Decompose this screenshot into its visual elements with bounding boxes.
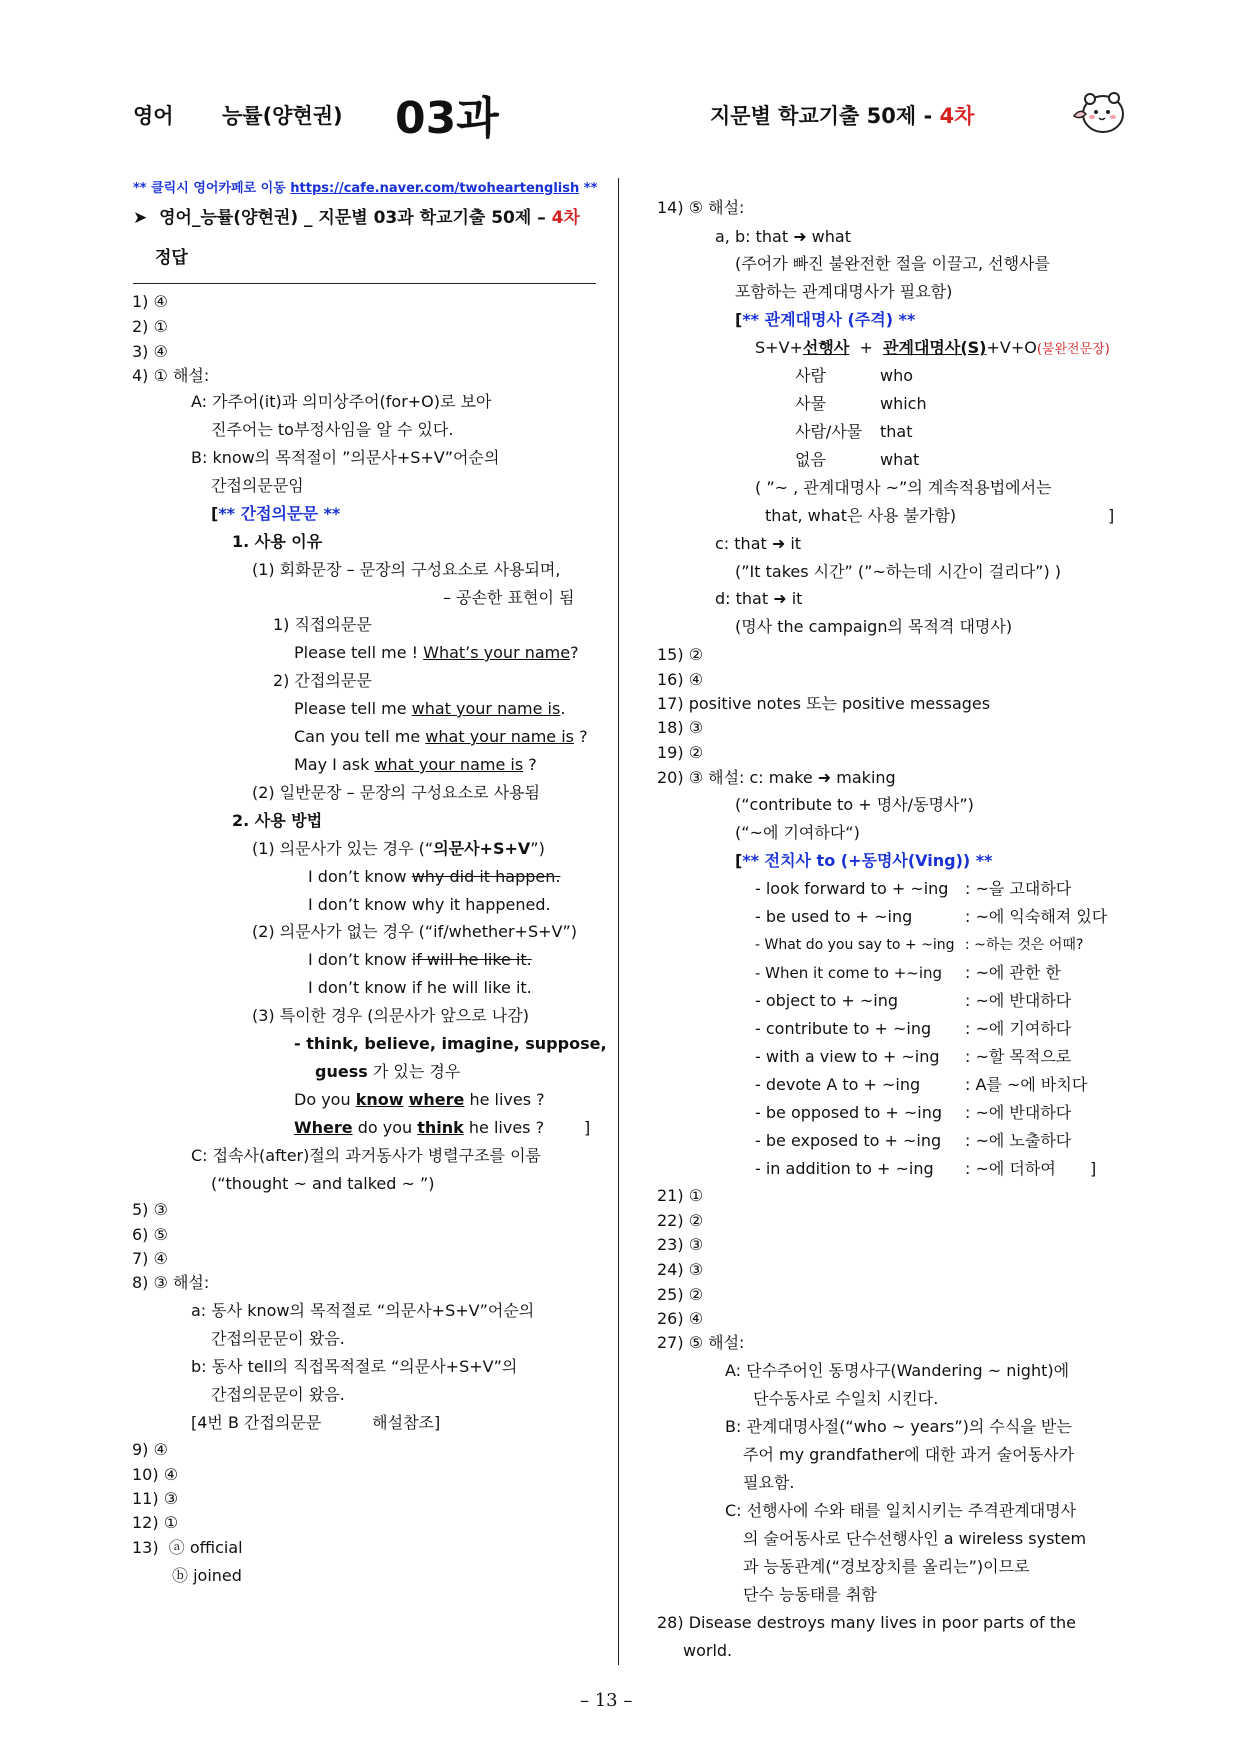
- answer-4-C-line2: (“thought ~ and talked ~ ”): [211, 1174, 435, 1193]
- rel-note-line1: ( ”~ , 관계대명사 ~”의 계속적용법에서는: [755, 478, 1052, 497]
- answer-7: 7) ④: [132, 1249, 168, 1268]
- prep-row-key: - be exposed to + ~ing: [755, 1131, 942, 1150]
- reason-1a: (1) 회화문장 – 문장의 구성요소로 사용되며,: [252, 560, 561, 579]
- answer-18: 18) ③: [657, 718, 704, 737]
- ex-strike: why did it happen.: [411, 867, 561, 886]
- prep-row-value: : ~에 반대하다: [965, 991, 1072, 1010]
- answer-19: 19) ②: [657, 743, 704, 762]
- indirect-example-2: [294, 727, 588, 747]
- subject-label: 영어: [133, 104, 174, 128]
- answer-14-ab-line2: 포함하는 관계대명사가 필요함): [735, 282, 953, 301]
- ex-text: he lives ?: [463, 1118, 545, 1137]
- answer-8-a-line2: 간접의문문이 왔음.: [211, 1329, 345, 1348]
- ex-text: Can you tell me: [294, 727, 426, 746]
- box-indirect-question: [211, 504, 340, 524]
- answer-14-d-line1: (명사 the campaign의 목적격 대명사): [735, 617, 1013, 636]
- answer-4-B-line2: 간접의문문임: [211, 476, 304, 495]
- answer-8-a-line1: a: 동사 know의 목적절로 “의문사+S+V”어순의: [191, 1301, 535, 1320]
- ex-underline: what your name is: [374, 755, 524, 774]
- rel-row-key: 없음: [795, 450, 826, 469]
- answer-14-ab: a, b: that ➜ what: [715, 227, 851, 246]
- answer-28-line2: world.: [683, 1641, 733, 1660]
- ex-text: Please tell me: [294, 699, 412, 718]
- prep-row-key: - What do you say to + ~ing: [755, 937, 955, 953]
- rel-row-key: 사람/사물: [795, 422, 863, 441]
- answer-5: 5) ③: [132, 1200, 168, 1219]
- ex-underline: what your name is: [411, 699, 561, 718]
- answer-4-A-line2: 진주어는 to부정사임을 알 수 있다.: [211, 420, 454, 439]
- answer-27-B-line3: 필요함.: [743, 1473, 795, 1492]
- formula-relative: 관계대명사(S): [883, 338, 987, 357]
- title-arrow-icon: ➤: [133, 208, 148, 228]
- answer-14-c: c: that ➜ it: [715, 534, 802, 553]
- prep-row-value: : ~에 노출하다: [965, 1131, 1072, 1150]
- answer-1: 1) ④: [132, 292, 168, 311]
- indirect-example-3: [294, 755, 537, 775]
- ex-text: ?: [570, 643, 579, 662]
- answer-20-line1: (“contribute to + 명사/동명사”): [735, 795, 974, 814]
- direct-question-label: 1) 직접의문문: [273, 615, 372, 634]
- cafe-link-url[interactable]: https://cafe.naver.com/twoheartenglish: [290, 181, 580, 196]
- answer-4-C-line1: C: 접속사(after)절의 과거동사가 병렬구조를 이룸: [191, 1146, 541, 1165]
- answer-heading: 정답: [155, 248, 188, 268]
- mascot-icon: [1070, 86, 1128, 138]
- box-relative-pronoun: [735, 310, 915, 330]
- method-1: [252, 839, 545, 859]
- answer-4-A-line1: A: 가주어(it)과 의미상주어(for+O)로 보아: [191, 392, 492, 411]
- rel-row-value: that: [880, 422, 913, 441]
- prep-row-key: - look forward to + ~ing: [755, 879, 949, 898]
- answer-17: 17) positive notes 또는 positive messages: [657, 694, 991, 713]
- ex-underline: What’s your name: [423, 643, 571, 662]
- bracket-close: ]: [584, 1118, 591, 1137]
- prep-row-value: : ~에 반대하다: [965, 1103, 1072, 1122]
- ex-text: do you: [352, 1118, 418, 1137]
- method-3-example-1: [294, 1090, 545, 1110]
- ex-text: I don’t know: [308, 867, 412, 886]
- rel-note-line2: that, what은 사용 불가함): [765, 506, 957, 525]
- indirect-question-label: 2) 간접의문문: [273, 671, 372, 690]
- reason-2: (2) 일반문장 – 문장의 구성요소로 사용됨: [252, 783, 540, 802]
- ex-underline: what your name is: [425, 727, 574, 746]
- answer-8-b-line1: b: 동사 tell의 직접목적절로 “의문사+S+V”의: [191, 1357, 518, 1376]
- method-text: ”): [530, 839, 545, 858]
- bracket-open: [: [735, 851, 743, 870]
- indirect-example-1: [294, 699, 565, 719]
- box-relative-title: ** 관계대명사 (주격) **: [742, 310, 916, 329]
- answer-12: 12) ①: [132, 1513, 179, 1532]
- ex-text: .: [560, 699, 566, 718]
- ex-bold: Where: [294, 1118, 353, 1137]
- formula-text: +: [849, 338, 884, 357]
- prep-row-value: : ~에 더하여: [965, 1159, 1056, 1178]
- reason-1b: – 공손한 표현이 됨: [443, 588, 575, 607]
- method-bold: 의문사+S+V: [433, 839, 531, 858]
- answer-14: 14) ⑤ 해설:: [657, 198, 745, 217]
- usage-method-heading: 2. 사용 방법: [232, 811, 323, 830]
- prep-row-value: : ~에 익숙해져 있다: [965, 907, 1108, 926]
- title-divider: [133, 283, 596, 284]
- lesson-label: 03과: [395, 93, 499, 144]
- answer-25: 25) ②: [657, 1285, 704, 1304]
- ex-bold: where: [408, 1090, 465, 1109]
- formula-note: (불완전문장): [1036, 342, 1110, 357]
- answer-4: 4) ① 해설:: [132, 366, 210, 385]
- verb-text: 가 있는 경우: [367, 1062, 461, 1081]
- answer-22: 22) ②: [657, 1211, 704, 1230]
- box-indirect-title: ** 간접의문문 **: [218, 504, 341, 523]
- ex-strike: if will he like it.: [411, 950, 532, 969]
- method-1-right: I don’t know why it happened.: [308, 895, 551, 914]
- answer-26: 26) ④: [657, 1309, 704, 1328]
- relative-formula: [755, 338, 1110, 360]
- verb-bold: guess: [315, 1062, 368, 1081]
- prep-row-key: - contribute to + ~ing: [755, 1019, 932, 1038]
- answer-11: 11) ③: [132, 1489, 179, 1508]
- cafe-link-suffix: **: [579, 181, 598, 196]
- answer-13-b: ⓑ joined: [172, 1566, 242, 1585]
- prep-row-value: : ~하는 것은 어때?: [965, 937, 1084, 953]
- method-3: (3) 특이한 경우 (의문사가 앞으로 나감): [252, 1006, 529, 1025]
- series-title: [710, 100, 974, 130]
- answer-2: 2) ①: [132, 317, 168, 336]
- prep-row-key: - object to + ~ing: [755, 991, 899, 1010]
- prep-row-key: - When it come to +~ing: [755, 964, 943, 982]
- rel-row-value: who: [880, 366, 914, 385]
- column-divider: [618, 178, 619, 1665]
- method-3-verbs: - think, believe, imagine, suppose,: [294, 1034, 607, 1053]
- prep-row-key: - be opposed to + ~ing: [755, 1103, 943, 1122]
- answer-20-line2: (“~에 기여하다“): [735, 823, 860, 842]
- cafe-link-prefix: ** 클릭시 영어카페로 이동: [133, 181, 291, 196]
- ex-text: Please tell me !: [294, 643, 424, 662]
- page-number: – 13 –: [580, 1690, 633, 1711]
- rel-row-value: what: [880, 450, 920, 469]
- answer-3: 3) ④: [132, 342, 168, 361]
- method-2-wrong: [308, 950, 532, 970]
- direct-question-example: [294, 643, 579, 663]
- answer-27-A-line2: 단수동사로 수일치 시킨다.: [753, 1389, 939, 1408]
- prep-row-key: - in addition to + ~ing: [755, 1159, 934, 1178]
- answer-27-C-line4: 단수 능동태를 취함: [743, 1585, 877, 1604]
- round-label: 4차: [939, 104, 975, 128]
- cafe-link[interactable]: [133, 177, 597, 196]
- textbook-label: 능률(양현권): [222, 104, 343, 128]
- method-3-example-2: [294, 1118, 544, 1138]
- answer-6: 6) ⑤: [132, 1225, 168, 1244]
- method-2: (2) 의문사가 없는 경우 (“if/whether+S+V”): [252, 922, 578, 941]
- ex-text: ?: [574, 727, 588, 746]
- ex-text: ?: [523, 755, 537, 774]
- doc-title-main: 영어_능률(양현권) _ 지문별 03과 학교기출 50제 –: [159, 208, 552, 228]
- answer-27-C-line2: 의 술어동사로 단수선행사인 a wireless system: [743, 1529, 1087, 1548]
- bracket-close: ]: [1108, 506, 1115, 525]
- answer-21: 21) ①: [657, 1186, 704, 1205]
- prep-row-value: : ~에 관한 한: [965, 963, 1061, 982]
- prep-row-key: - be used to + ~ing: [755, 907, 913, 926]
- method-2-right: I don’t know if he will like it.: [308, 978, 532, 997]
- series-text: 지문별 학교기출 50제 -: [710, 104, 940, 128]
- prep-row-value: : ~할 목적으로: [965, 1047, 1072, 1066]
- formula-text: S+V+: [755, 338, 803, 357]
- prep-row-value: : ~에 기여하다: [965, 1019, 1072, 1038]
- method-3-verbs-2: [315, 1062, 460, 1082]
- doc-title-round: 4차: [551, 208, 580, 228]
- method-1-wrong: [308, 867, 560, 887]
- ex-text: May I ask: [294, 755, 375, 774]
- answer-10: 10) ④: [132, 1465, 179, 1484]
- formula-text: +V+O: [986, 338, 1037, 357]
- answer-14-c-line1: (”It takes 시간” (”~하는데 시간이 걸리다”) ): [735, 562, 1062, 581]
- answer-28-line1: 28) Disease destroys many lives in poor parts of the: [657, 1613, 1076, 1632]
- answer-20: 20) ③ 해설: c: make ➜ making: [657, 768, 896, 787]
- rel-row-key: 사물: [795, 394, 826, 413]
- ex-bold: think: [417, 1118, 464, 1137]
- answer-27-A-line1: A: 단수주어인 동명사구(Wandering ~ night)에: [725, 1361, 1070, 1380]
- method-text: (1) 의문사가 있는 경우 (“: [252, 839, 434, 858]
- doc-title: [133, 203, 580, 228]
- answer-14-d: d: that ➜ it: [715, 589, 803, 608]
- bracket-close: ]: [1090, 1159, 1097, 1178]
- box-preposition-to: [735, 851, 993, 871]
- usage-reason-heading: 1. 사용 이유: [232, 532, 323, 551]
- answer-9: 9) ④: [132, 1440, 168, 1459]
- prep-row-key: - devote A to + ~ing: [755, 1075, 921, 1094]
- answer-27-B-line2: 주어 my grandfather에 대한 과거 술어동사가: [743, 1445, 1075, 1464]
- answer-24: 24) ③: [657, 1260, 704, 1279]
- answer-8-b-line2: 간접의문문이 왔음.: [211, 1385, 345, 1404]
- prep-row-value: : ~을 고대하다: [965, 879, 1072, 898]
- ex-text: he lives ?: [464, 1090, 545, 1109]
- answer-27-C-line3: 과 능동관계(“경보장치를 올리는”)이므로: [743, 1557, 1030, 1576]
- formula-antecedent: 선행사: [802, 338, 850, 357]
- bracket-open: [: [735, 310, 743, 329]
- answer-23: 23) ③: [657, 1235, 704, 1254]
- answer-15: 15) ②: [657, 645, 704, 664]
- answer-27: 27) ⑤ 해설:: [657, 1333, 745, 1352]
- bracket-open: [: [211, 504, 219, 523]
- prep-row-key: - with a view to + ~ing: [755, 1047, 940, 1066]
- answer-27-C-line1: C: 선행사에 수와 태를 일치시키는 주격관계대명사: [725, 1501, 1077, 1520]
- answer-16: 16) ④: [657, 670, 704, 689]
- answer-13: 13) ⓐ official: [132, 1538, 243, 1557]
- answer-14-ab-line1: (주어가 빠진 불완전한 절을 이끌고, 선행사를: [735, 254, 1050, 273]
- rel-row-value: which: [880, 394, 927, 413]
- rel-row-key: 사람: [795, 366, 826, 385]
- answer-4-B-line1: B: know의 목적절이 ”의문사+S+V”어순의: [191, 448, 500, 467]
- box-preposition-title: ** 전치사 to (+동명사(Ving)) **: [742, 851, 993, 870]
- answer-8-reference: [4번 B 간접의문문 해설참조]: [191, 1413, 441, 1432]
- ex-bold: know: [355, 1090, 404, 1109]
- answer-27-B-line1: B: 관계대명사절(“who ~ years”)의 수식을 받는: [725, 1417, 1072, 1436]
- answer-8: 8) ③ 해설:: [132, 1273, 210, 1292]
- ex-text: I don’t know: [308, 950, 412, 969]
- ex-text: Do you: [294, 1090, 356, 1109]
- prep-row-value: : A를 ~에 바치다: [965, 1075, 1088, 1094]
